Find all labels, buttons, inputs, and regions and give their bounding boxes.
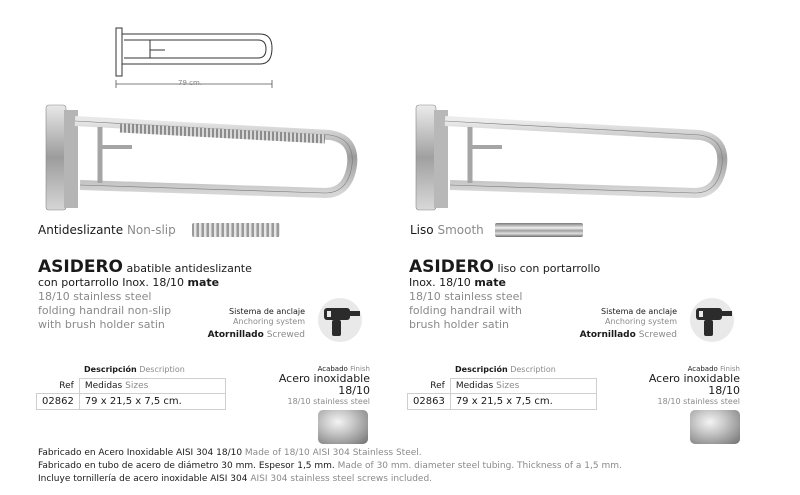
title-main: ASIDERO: [409, 257, 494, 277]
table-header-right: [455, 365, 556, 374]
anchoring-left: [205, 307, 305, 340]
size-cell: 79 x 21,5 x 7,5 cm.: [79, 394, 225, 410]
table-header-row: [408, 379, 597, 394]
desc-line: 18/10 stainless steel: [409, 290, 523, 303]
footer-line: [38, 460, 622, 473]
ref-cell: 02862: [37, 394, 80, 410]
texture-label-en: Smooth: [437, 223, 484, 237]
sizes-label: Medidas: [84, 381, 123, 391]
anchor-label-en: Anchoring system: [232, 317, 305, 326]
title-rest: liso con portarrollo: [497, 262, 601, 275]
desc-header: Descripción: [84, 365, 137, 374]
finish-value: Acero inoxidable: [278, 372, 370, 385]
texture-label-es: Antideslizante: [38, 223, 124, 237]
size-cell: 79 x 21,5 x 7,5 cm.: [450, 394, 596, 410]
footer-line: [38, 447, 622, 460]
footer-en: Made of 18/10 AISI 304 Stainless Steel.: [244, 448, 422, 458]
title-finish-word: mate: [474, 276, 506, 289]
finish-label-en: Finish: [720, 365, 740, 373]
desc-line: folding handrail with: [409, 304, 523, 317]
title-line2: Inox. 18/10: [409, 276, 471, 289]
finish-number: 18/10: [338, 384, 370, 397]
desc-line: 18/10 stainless steel: [38, 290, 152, 303]
table-header-left: [84, 365, 185, 374]
finish-swatch-left: [318, 410, 368, 444]
sizes-header: [79, 379, 225, 394]
finish-number: 18/10: [708, 384, 740, 397]
smooth-swatch: [495, 223, 583, 237]
anchor-label: Sistema de anclaje: [229, 307, 305, 316]
texture-label-right: [410, 223, 484, 237]
grab-bar-smooth-image: [410, 95, 740, 220]
anchor-value-en: Screwed: [266, 330, 305, 340]
finish-value-en: 18/10 stainless steel: [287, 397, 370, 406]
title-finish-word: mate: [187, 276, 220, 289]
desc-line: folding handrail non-slip: [38, 304, 172, 317]
table-header-row: [37, 379, 226, 394]
title-rest: abatible antideslizante: [126, 262, 252, 275]
finish-left: [240, 365, 370, 406]
finish-label: Acabado: [687, 365, 718, 373]
drill-icon: [316, 298, 366, 342]
table-row: [37, 394, 226, 410]
ref-cell: 02863: [408, 394, 451, 410]
footer-es: Fabricado en Acero Inoxidable AISI 304 18/10: [38, 448, 243, 458]
nonslip-swatch: [192, 223, 280, 237]
sizes-header: [450, 379, 596, 394]
finish-label: Acabado: [317, 365, 348, 373]
ref-header: Ref: [408, 379, 451, 394]
desc-header-en: Description: [139, 365, 185, 374]
spec-table-left: [36, 378, 226, 410]
desc-line: brush holder satin: [409, 318, 510, 331]
grab-bar-nonslip-image: [40, 95, 370, 220]
sizes-label-en: Sizes: [496, 381, 520, 391]
finish-right: [610, 365, 740, 406]
finish-value: Acero inoxidable: [648, 372, 740, 385]
desc-header: Descripción: [455, 365, 508, 374]
footer-line: [38, 473, 622, 486]
title-line2: con portarrollo Inox. 18/10: [38, 276, 185, 289]
footer-notes: [38, 447, 622, 486]
sizes-label-en: Sizes: [125, 381, 149, 391]
title-main: ASIDERO: [38, 257, 123, 277]
desc-header-en: Description: [510, 365, 556, 374]
anchor-value: Atornillado: [207, 330, 264, 340]
finish-value-en: 18/10 stainless steel: [657, 397, 740, 406]
spec-table-right: [407, 378, 597, 410]
footer-en: AISI 304 stainless steel screws included.: [250, 474, 433, 484]
drill-icon: [688, 298, 738, 342]
footer-es: Fabricado en tubo de acero de diámetro 30 mm. Espesor 1,5 mm.: [38, 461, 335, 471]
footer-en: Made of 30 mm. diameter steel tubing. Thickness of a 1,5 mm.: [337, 461, 622, 471]
sizes-label: Medidas: [455, 381, 494, 391]
desc-line: with brush holder satin: [38, 318, 165, 331]
anchor-label: Sistema de anclaje: [601, 307, 677, 316]
anchor-value-en: Screwed: [638, 330, 677, 340]
anchor-label-en: Anchoring system: [604, 317, 677, 326]
table-row: [408, 394, 597, 410]
footer-es: Incluye tornillería de acero inoxidable AISI 304: [38, 474, 248, 484]
ref-header: Ref: [37, 379, 80, 394]
anchor-value: Atornillado: [579, 330, 636, 340]
texture-label-en: Non-slip: [126, 223, 176, 237]
dimension-label: 79 cm.: [178, 79, 203, 87]
finish-swatch-right: [690, 410, 740, 444]
texture-label-left: [38, 223, 176, 237]
finish-label-en: Finish: [350, 365, 370, 373]
anchoring-right: [577, 307, 677, 340]
texture-label-es: Liso: [410, 223, 434, 237]
